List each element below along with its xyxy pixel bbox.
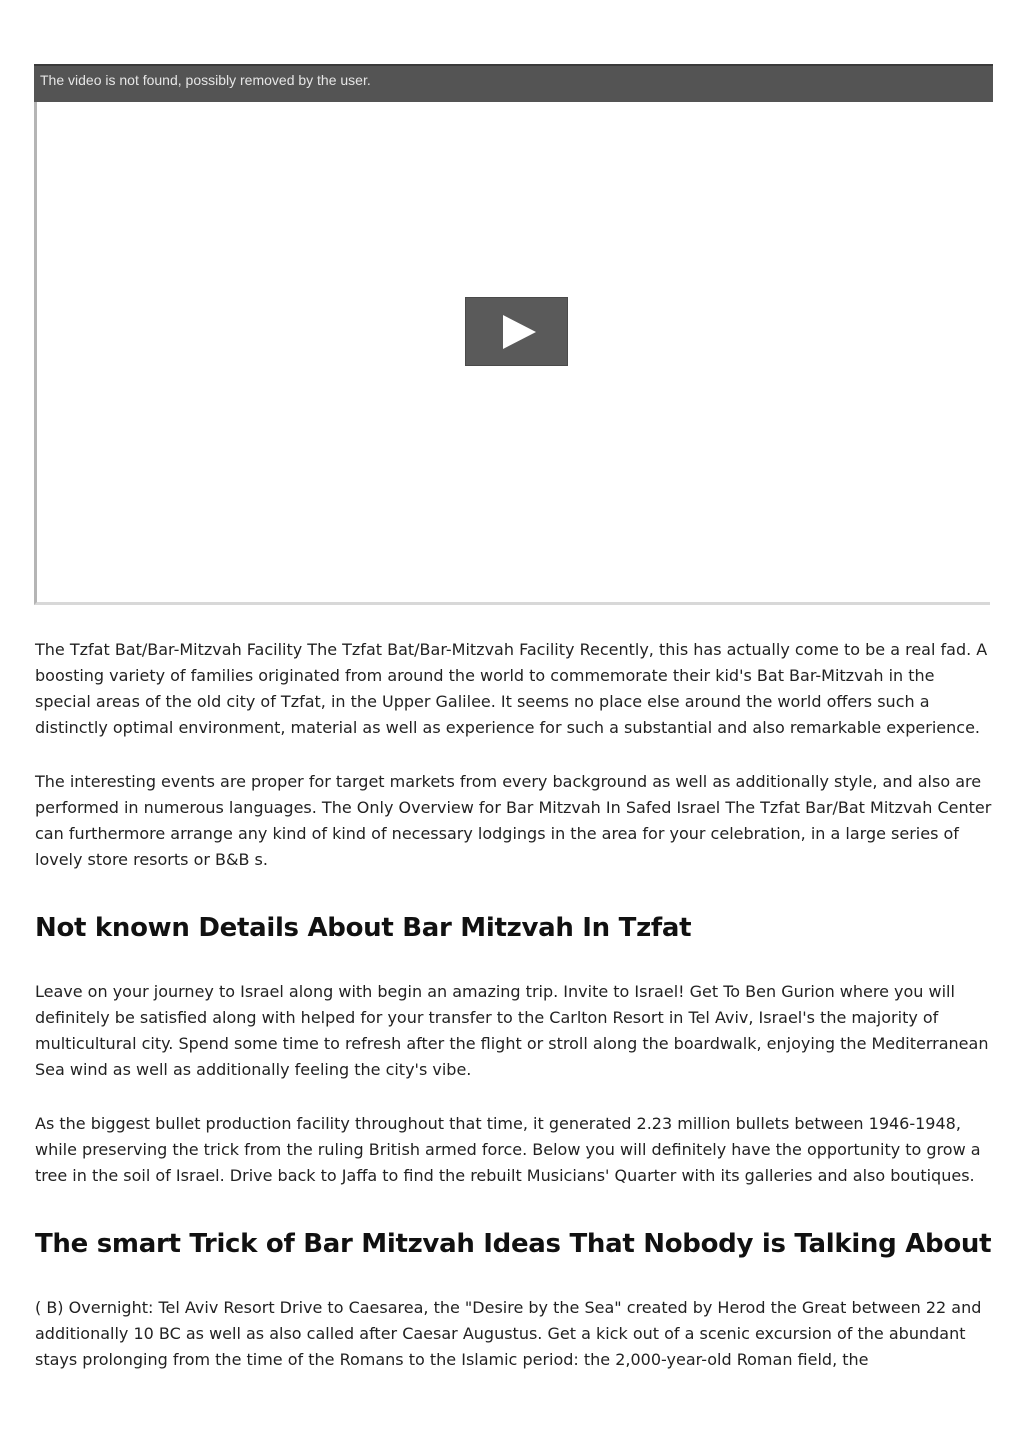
video-error-message: The video is not found, possibly removed by the user. bbox=[40, 72, 371, 88]
article-body bbox=[35, 637, 995, 1373]
play-icon bbox=[466, 298, 569, 367]
play-button[interactable] bbox=[465, 297, 568, 366]
section-heading: Not known Details About Bar Mitzvah In Tzfat bbox=[35, 913, 692, 943]
video-player[interactable] bbox=[34, 64, 990, 605]
paragraph-bullet-factory: As the biggest bullet production facility throughout that time, it generated 2.23 million bullets between 1946-1948, while preserving the trick from the ruling British armed force. Below you will definitely have the opportunity to grow a tree in the soil of Israel. Drive back to Jaffa to find the rebuilt Musicians' Quarter with its galleries and also boutiques. bbox=[35, 1114, 981, 1185]
paragraph-intro: The Tzfat Bat/Bar-Mitzvah Facility The Tzfat Bat/Bar-Mitzvah Facility Recently, this has actually come to be a real fad. A boosting variety of families originated from around the world to commemorate their kid's Bat Bar-Mitzvah in the special areas of the old city of Tzfat, in the Upper Galilee. It seems no place else around the world offers such a distinctly optimal environment, material as well as experience for such a substantial and also remarkable experience. bbox=[35, 640, 988, 737]
paragraph-caesarea: ( B) Overnight: Tel Aviv Resort Drive to Caesarea, the "Desire by the Sea" created by Herod the Great between 22 and additionally 10 BC as well as also called after Caesar Augustus. Get a kick out of a scenic excursion of the abundant stays prolonging from the time of the Romans to the Islamic period: the 2,000-year-old Roman field, the bbox=[35, 1298, 982, 1369]
paragraph-journey: Leave on your journey to Israel along with begin an amazing trip. Invite to Israel! Get To Ben Gurion where you will definitely be satisfied along with helped for your transfer to the Carlton Resort in Tel Aviv, Israel's the majority of multicultural city. Spend some time to refresh after the flight or stroll along the boardwalk, enjoying the Mediterranean Sea wind as well as additionally feeling the city's vibe. bbox=[35, 982, 989, 1079]
paragraph-events: The interesting events are proper for target markets from every background as well as additionally style, and also are performed in numerous languages. The Only Overview for Bar Mitzvah In Safed Israel The Tzfat Bar/Bat Mitzvah Center can furthermore arrange any kind of kind of necessary lodgings in the area for your celebration, in a large series of lovely store resorts or B&B s. bbox=[35, 772, 992, 869]
video-title-bar bbox=[34, 64, 993, 102]
section-heading: The smart Trick of Bar Mitzvah Ideas That Nobody is Talking About bbox=[35, 1229, 992, 1259]
